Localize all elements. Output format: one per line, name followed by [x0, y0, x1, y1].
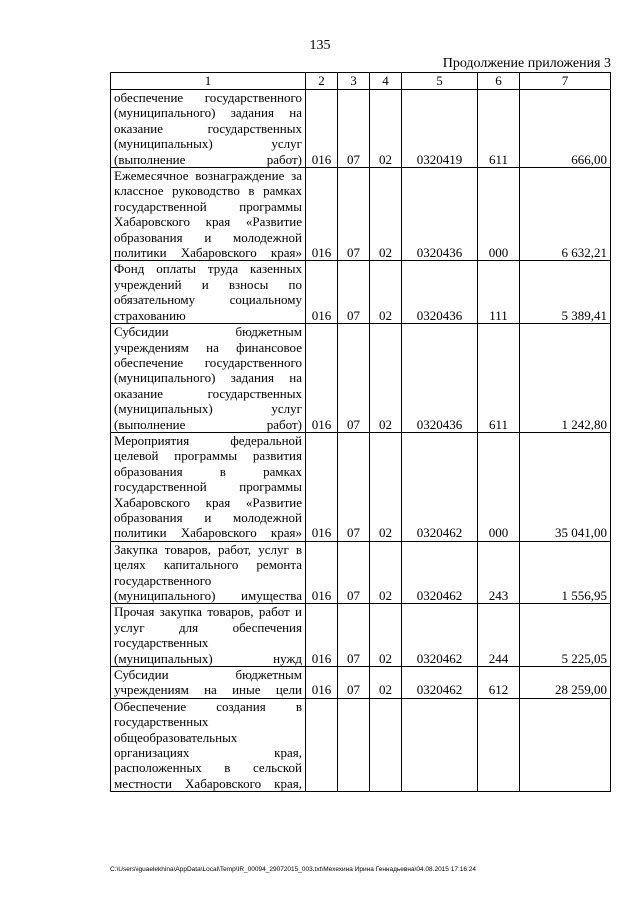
row-description: Фонд оплаты труда казенных учреждений и взносы по обязательному социальному страхованию	[111, 261, 306, 324]
subsection-code: 02	[370, 168, 402, 261]
continuation-note: Продолжение приложения 3	[442, 56, 611, 71]
subsection-code: 02	[370, 90, 402, 168]
subsection-code: 02	[370, 604, 402, 667]
type-code: 612	[478, 667, 520, 699]
section-code: 07	[338, 432, 370, 541]
section-code: 07	[338, 667, 370, 699]
section-code: 07	[338, 168, 370, 261]
subsection-code: 02	[370, 541, 402, 604]
admin-code: 016	[306, 667, 338, 699]
row-description: обеспечение государственного (муниципального) задания на оказание государственных (муниципальных) услуг (выполнение работ)	[111, 90, 306, 168]
admin-code	[306, 698, 338, 791]
page-number: 135	[309, 38, 331, 53]
table-row	[111, 168, 611, 261]
target-code: 0320436	[402, 261, 478, 324]
subsection-code: 02	[370, 432, 402, 541]
table-row	[111, 90, 611, 168]
table-row	[111, 324, 611, 433]
type-code: 000	[478, 432, 520, 541]
section-code: 07	[338, 604, 370, 667]
table-row	[111, 604, 611, 667]
target-code: 0320462	[402, 604, 478, 667]
subsection-code: 02	[370, 261, 402, 324]
row-description: Субсидии бюджетным учреждениям на иные цели	[111, 667, 306, 699]
type-code: 244	[478, 604, 520, 667]
type-code	[478, 698, 520, 791]
subsection-code: 02	[370, 667, 402, 699]
target-code: 0320436	[402, 324, 478, 433]
amount: 1 556,95	[520, 541, 611, 604]
column-header: 3	[338, 73, 370, 90]
section-code: 07	[338, 90, 370, 168]
row-description: Ежемесячное вознаграждение за классное руководство в рамках государственной программы Хабаровского края «Развитие образования и молодежной политики Хабаровского края»	[111, 168, 306, 261]
admin-code: 016	[306, 604, 338, 667]
table-row	[111, 698, 611, 791]
subsection-code	[370, 698, 402, 791]
amount: 5 225,05	[520, 604, 611, 667]
table-row	[111, 541, 611, 604]
admin-code: 016	[306, 261, 338, 324]
target-code: 0320462	[402, 667, 478, 699]
footer-file-path: C:\Users\iguaelekhina\AppData\Local\Temp\IR_00094_29072015_003.txt\Мехехина Ирина Геннадьевна\04.08.2015 17:16:24	[110, 866, 477, 873]
amount: 35 041,00	[520, 432, 611, 541]
section-code: 07	[338, 324, 370, 433]
budget-table	[110, 72, 611, 792]
amount: 666,00	[520, 90, 611, 168]
target-code: 0320419	[402, 90, 478, 168]
admin-code: 016	[306, 168, 338, 261]
amount: 1 242,80	[520, 324, 611, 433]
column-header: 1	[111, 73, 306, 90]
admin-code: 016	[306, 90, 338, 168]
admin-code: 016	[306, 324, 338, 433]
table-row	[111, 261, 611, 324]
type-code: 611	[478, 324, 520, 433]
column-header: 2	[306, 73, 338, 90]
column-header: 7	[520, 73, 611, 90]
row-description: Субсидии бюджетным учреждениям на финансовое обеспечение государственного (муниципального) задания на оказание государственных (муниципальных) услуг (выполнение работ)	[111, 324, 306, 433]
row-description: Обеспечение создания в государственных общеобразовательных организациях края, расположенных в сельской местности Хабаровского края,	[111, 698, 306, 791]
type-code: 243	[478, 541, 520, 604]
admin-code: 016	[306, 432, 338, 541]
table-row	[111, 667, 611, 699]
subsection-code: 02	[370, 324, 402, 433]
row-description: Прочая закупка товаров, работ и услуг для обеспечения государственных (муниципальных) нужд	[111, 604, 306, 667]
table-row	[111, 432, 611, 541]
admin-code: 016	[306, 541, 338, 604]
amount: 6 632,21	[520, 168, 611, 261]
row-description: Закупка товаров, работ, услуг в целях капитального ремонта государственного (муниципального) имущества	[111, 541, 306, 604]
type-code: 000	[478, 168, 520, 261]
target-code: 0320436	[402, 168, 478, 261]
column-header: 6	[478, 73, 520, 90]
target-code: 0320462	[402, 541, 478, 604]
column-header: 5	[402, 73, 478, 90]
target-code	[402, 698, 478, 791]
header-row	[111, 73, 611, 90]
amount: 28 259,00	[520, 667, 611, 699]
type-code: 111	[478, 261, 520, 324]
amount: 5 389,41	[520, 261, 611, 324]
section-code: 07	[338, 541, 370, 604]
section-code: 07	[338, 261, 370, 324]
row-description: Мероприятия федеральной целевой программы развития образования в рамках государственной программы Хабаровского края «Развитие образования и молодежной политики Хабаровского края»	[111, 432, 306, 541]
column-header: 4	[370, 73, 402, 90]
section-code	[338, 698, 370, 791]
type-code: 611	[478, 90, 520, 168]
target-code: 0320462	[402, 432, 478, 541]
amount	[520, 698, 611, 791]
